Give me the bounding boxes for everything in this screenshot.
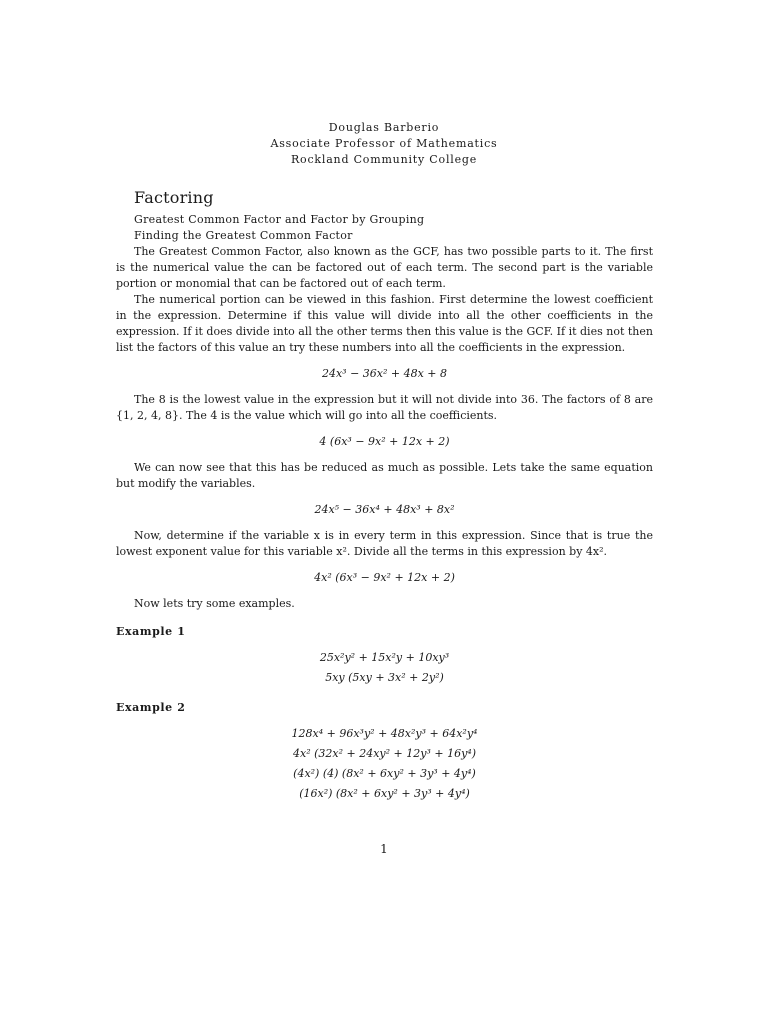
author-name: Douglas Barberio	[328, 121, 440, 134]
example-2-line: 4x² (32x² + 24xy² + 12y³ + 16y⁴)	[293, 747, 476, 760]
example-2-equations	[116, 724, 653, 804]
paragraph-numerical-portion: The numerical portion can be viewed in this fashion. First determine the lowest coefficient in the expression. Determine if this value will divide into all the other coefficients in the expression. If it does divide into all the other terms then this value is the GCF. If it dies not then list the factors of this value an try these numbers into all the coefficients in the expression.	[116, 293, 653, 354]
example-2-line: (16x²) (8x² + 6xy² + 3y³ + 4y⁴)	[299, 787, 470, 800]
paragraph-gcf-intro: The Greatest Common Factor, also known as the GCF, has two possible parts to it. The first is the numerical value the can be factored out of each term. The second part is the variable portion or monomial that can be factored out of each term.	[116, 245, 653, 290]
page-number: 1	[380, 842, 388, 856]
paragraph-variable-check: Now, determine if the variable x is in every term in this expression. Since that is true the lowest exponent value for this variable x². Divide all the terms in this expression by 4x².	[116, 529, 653, 558]
author-header	[0, 120, 768, 168]
document-body	[116, 188, 653, 814]
example-1-line: 5xy (5xy + 3x² + 2y²)	[325, 671, 444, 684]
author-position: Associate Professor of Mathematics	[270, 137, 498, 150]
example-1-equations	[116, 648, 653, 688]
section-heading: Finding the Greatest Common Factor	[134, 229, 353, 242]
equation-3: 24x⁵ − 36x⁴ + 48x³ + 8x²	[314, 503, 455, 516]
example-2-label: Example 2	[116, 701, 186, 714]
example-1-line: 25x²y² + 15x²y + 10xy³	[319, 651, 450, 664]
author-college: Rockland Community College	[290, 153, 478, 166]
example-1-label: Example 1	[116, 625, 186, 638]
equation-1: 24x³ − 36x² + 48x + 8	[321, 367, 448, 380]
equation-4: 4x² (6x³ − 9x² + 12x + 2)	[314, 571, 455, 584]
paragraph-examples-intro: Now lets try some examples.	[134, 597, 295, 610]
example-2-line: (4x²) (4) (8x² + 6xy² + 3y³ + 4y⁴)	[293, 767, 476, 780]
equation-2: 4 (6x³ − 9x² + 12x + 2)	[319, 435, 450, 448]
example-2-line: 128x⁴ + 96x³y² + 48x²y³ + 64x²y⁴	[291, 727, 478, 740]
paragraph-lowest-value: The 8 is the lowest value in the expression but it will not divide into 36. The factors of 8 are {1, 2, 4, 8}. The 4 is the value which will go into all the coefficients.	[116, 393, 653, 422]
paragraph-reduced: We can now see that this has be reduced as much as possible. Lets take the same equation but modify the variables.	[116, 461, 653, 490]
page-title: Factoring	[134, 188, 214, 207]
subtitle: Greatest Common Factor and Factor by Grouping	[134, 213, 425, 226]
